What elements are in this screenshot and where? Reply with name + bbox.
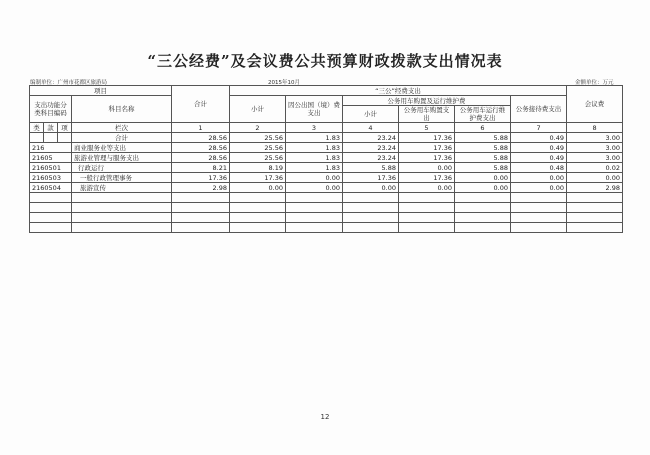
total-cell: 8.21 [172, 163, 230, 173]
col-num: 2 [230, 123, 286, 133]
compiling-unit: 编制单位：广州市花都区旅游局 [30, 80, 108, 86]
expenditure-table [29, 85, 623, 233]
vehicle-maint-cell: 5.88 [455, 133, 511, 143]
subject-code: 216 [30, 143, 72, 153]
abroad-cell: 1.83 [286, 133, 343, 143]
three-public-header: “三公”经费支出 [230, 86, 567, 96]
subject-code: 2160504 [30, 183, 72, 193]
vehicle-purchase-cell: 0.00 [399, 163, 455, 173]
table-row [30, 143, 623, 153]
table-row [30, 133, 623, 143]
col-num: 3 [286, 123, 343, 133]
col-num: 4 [343, 123, 399, 133]
subject-name: 行政运行 [72, 163, 172, 173]
func-class-header: 支出功能分类科目编码 [30, 96, 72, 123]
lei-header: 类 [30, 123, 44, 133]
report-title: “三公经费”及会议费公共预算财政拨款支出情况表 [147, 52, 503, 70]
reception-cell: 0.48 [511, 163, 567, 173]
vehicle-maint-header: 公务用车运行维护费支出 [455, 106, 511, 123]
subject-name: 一般行政管理事务 [72, 173, 172, 183]
vehicle-subtotal-cell: 17.36 [343, 173, 399, 183]
subtotal-cell: 25.56 [230, 133, 286, 143]
reception-cell: 0.00 [511, 183, 567, 193]
subtotal-cell: 8.19 [230, 163, 286, 173]
vehicle-purchase-cell: 17.36 [399, 173, 455, 183]
meeting-cell: 2.98 [567, 183, 623, 193]
subject-name: 旅游业管理与服务支出 [72, 153, 172, 163]
subtotal-cell: 25.56 [230, 153, 286, 163]
project-header: 项目 [30, 86, 172, 96]
vehicle-purchase-cell: 17.36 [399, 153, 455, 163]
vehicle-maint-cell: 0.00 [455, 183, 511, 193]
col-num: 5 [399, 123, 455, 133]
xiang-header: 项 [58, 123, 72, 133]
total-cell: 28.56 [172, 153, 230, 163]
meeting-header: 会议费 [567, 86, 623, 123]
vehicle-purchase-cell: 17.36 [399, 143, 455, 153]
total-cell: 17.36 [172, 173, 230, 183]
total-cell: 28.56 [172, 133, 230, 143]
vehicle-subtotal-cell: 0.00 [343, 183, 399, 193]
page-number: 12 [320, 413, 330, 421]
subtotal-cell: 25.56 [230, 143, 286, 153]
meeting-cell: 0.00 [567, 173, 623, 183]
subtotal-cell: 17.36 [230, 173, 286, 183]
subject-name: 旅游宣传 [72, 183, 172, 193]
subject-code: 2160503 [30, 173, 72, 183]
reception-cell: 0.00 [511, 173, 567, 183]
subject-name: 合计 [72, 133, 172, 143]
vehicle-purchase-header: 公务用车购置支出 [399, 106, 455, 123]
empty-row [30, 213, 623, 223]
abroad-cell: 1.83 [286, 153, 343, 163]
total-cell: 28.56 [172, 143, 230, 153]
table-row [30, 183, 623, 193]
subject-code: 21605 [30, 153, 72, 163]
subject-code: 2160501 [30, 163, 72, 173]
abroad-cell: 1.83 [286, 143, 343, 153]
reception-cell: 0.49 [511, 143, 567, 153]
subject-name: 商业服务业等支出 [72, 143, 172, 153]
col-num: 7 [511, 123, 567, 133]
vehicle-subtotal-header: 小计 [343, 106, 399, 123]
meeting-cell: 3.00 [567, 133, 623, 143]
meeting-cell: 3.00 [567, 143, 623, 153]
vehicle-maint-cell: 0.00 [455, 173, 511, 183]
vehicle-maint-cell: 5.88 [455, 163, 511, 173]
vehicle-subtotal-cell: 23.24 [343, 153, 399, 163]
vehicle-subtotal-cell: 5.88 [343, 163, 399, 173]
reception-header: 公务接待费支出 [511, 96, 567, 123]
empty-row [30, 193, 623, 203]
abroad-cell: 0.00 [286, 183, 343, 193]
meeting-cell: 0.02 [567, 163, 623, 173]
subtotal-cell: 0.00 [230, 183, 286, 193]
vehicle-maint-cell: 5.88 [455, 153, 511, 163]
table-row [30, 153, 623, 163]
vehicle-subtotal-cell: 23.24 [343, 133, 399, 143]
empty-row [30, 203, 623, 213]
table-row [30, 173, 623, 183]
vehicle-purchase-cell: 17.36 [399, 133, 455, 143]
total-header: 合计 [172, 86, 230, 123]
col-num: 1 [172, 123, 230, 133]
kuan-header: 款 [44, 123, 58, 133]
vehicle-subtotal-cell: 23.24 [343, 143, 399, 153]
abroad-cell: 0.00 [286, 173, 343, 183]
total-cell: 2.98 [172, 183, 230, 193]
empty-row [30, 223, 623, 233]
col-num: 6 [455, 123, 511, 133]
abroad-header: 因公出国（境）费支出 [286, 96, 343, 123]
vehicle-group-header: 公务用车购置及运行维护费 [343, 96, 511, 106]
meeting-cell: 3.00 [567, 153, 623, 163]
currency-unit: 金额单位：万元 [575, 80, 614, 86]
subtotal-header: 小计 [230, 96, 286, 123]
abroad-cell: 1.83 [286, 163, 343, 173]
lanci-label: 栏次 [72, 123, 172, 133]
report-date: 2015年10月 [268, 80, 300, 86]
subject-name-header: 科目名称 [72, 96, 172, 123]
col-num: 8 [567, 123, 623, 133]
table-row [30, 163, 623, 173]
reception-cell: 0.49 [511, 133, 567, 143]
vehicle-purchase-cell: 0.00 [399, 183, 455, 193]
reception-cell: 0.49 [511, 153, 567, 163]
vehicle-maint-cell: 5.88 [455, 143, 511, 153]
